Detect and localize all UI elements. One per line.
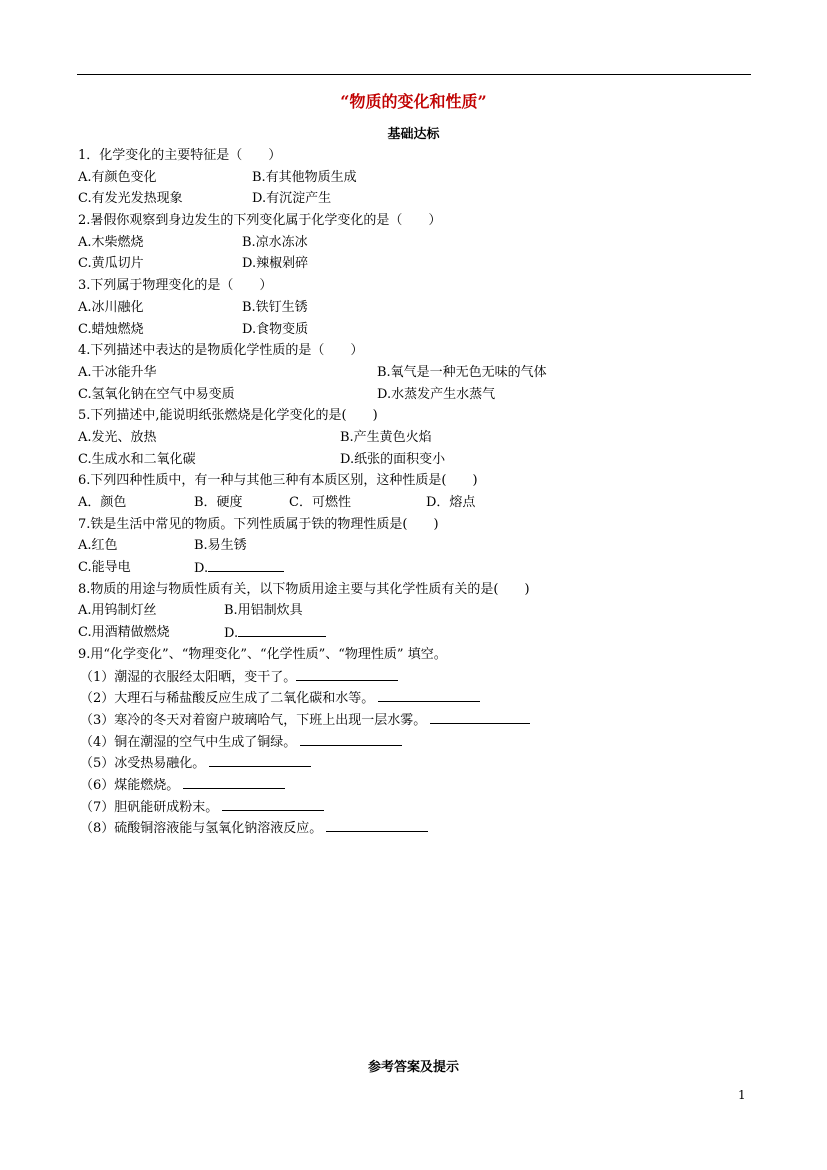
question-stem: 1．化学变化的主要特征是（ ） [78, 148, 282, 163]
option-b: B.产生黄色火焰 [340, 429, 432, 445]
page-number: 1 [738, 1088, 746, 1102]
question-stem: 8.物质的用途与物质性质有关，以下物质用途主要与其化学性质有关的是( ) [78, 581, 530, 597]
option-row [78, 232, 758, 254]
option-row [78, 449, 758, 471]
option-a: A.有颜色变化 [78, 169, 157, 185]
option-d: D. [194, 561, 209, 577]
option-a: A.干冰能升华 [78, 364, 157, 380]
question-stem: 2.暑假你观察到身边发生的下列变化属于化学变化的是（ ） [78, 213, 442, 229]
option-b: B.铁钉生锈 [242, 299, 308, 315]
fill-item [78, 796, 758, 818]
option-d-row [194, 557, 284, 580]
option-row [78, 188, 758, 210]
option-a: A.用钨制灯丝 [78, 603, 157, 619]
option-d: D.纸张的面积变小 [340, 451, 446, 467]
answer-blank[interactable] [209, 752, 311, 767]
answer-blank[interactable] [208, 557, 284, 572]
option-c: C.黄瓜切片 [78, 256, 144, 272]
answer-blank[interactable] [238, 622, 326, 637]
option-row [78, 297, 758, 319]
fill-item-text: （7）胆矾能研成粉末。 [80, 799, 219, 815]
fill-item-text: （5）冰受热易融化。 [80, 756, 206, 772]
answer-blank[interactable] [183, 774, 285, 789]
fill-item [78, 731, 758, 753]
option-row [78, 384, 758, 406]
option-row [78, 167, 758, 189]
answer-blank[interactable] [222, 796, 324, 811]
option-a: A.冰川融化 [78, 299, 144, 315]
fill-item [78, 752, 758, 774]
page-title: “物质的变化和性质” [340, 92, 487, 111]
option-row [78, 427, 758, 449]
option-a: A.红色 [78, 538, 118, 554]
option-c: C.有发光发热现象 [78, 191, 183, 207]
option-c: C.生成水和二氧化碳 [78, 451, 196, 467]
answer-key-title: 参考答案及提示 [367, 1060, 459, 1075]
option-c: C.用酒精做燃烧 [78, 625, 170, 641]
option-b: B.凉水冻冰 [242, 234, 308, 250]
question-stem: 6.下列四种性质中，有一种与其他三种有本质区别，这种性质是( ) [78, 473, 478, 489]
option-row [78, 492, 758, 514]
option-row [78, 535, 758, 557]
fill-item [78, 817, 758, 839]
section-title: 基础达标 [387, 127, 440, 142]
fill-item [78, 687, 758, 709]
option-c: C.蜡烛燃烧 [78, 321, 144, 337]
option-c: C.能导电 [78, 560, 131, 576]
answer-blank[interactable] [430, 709, 530, 724]
header-rule [77, 74, 751, 75]
option-b: B.氧气是一种无色无味的气体 [377, 364, 547, 380]
fill-item-text: （4）铜在潮湿的空气中生成了铜绿。 [80, 734, 297, 750]
option-a: A.木柴燃烧 [78, 234, 144, 250]
question-stem: 3.下列属于物理变化的是（ ） [78, 278, 273, 294]
option-row [78, 600, 758, 622]
fill-item-text: （1）潮湿的衣服经太阳晒，变干了。 [80, 669, 297, 685]
option-d: D.食物变质 [242, 321, 309, 337]
option-d: D.水蒸发产生水蒸气 [377, 386, 496, 402]
option-row [78, 622, 758, 644]
question-stem: 7.铁是生活中常见的物质。下列性质属于铁的物理性质是( ) [78, 516, 439, 532]
option-row [78, 557, 758, 579]
option-c: C.氢氧化钠在空气中易变质 [78, 386, 235, 402]
option-b: B.有其他物质生成 [252, 169, 357, 185]
answer-blank[interactable] [378, 687, 480, 702]
option-row [78, 319, 758, 341]
option-d-row [224, 622, 326, 645]
answer-blank[interactable] [300, 731, 402, 746]
option-row [78, 362, 758, 384]
option-d: D.辣椒剁碎 [242, 256, 309, 272]
option-b: B．硬度 [194, 495, 243, 510]
fill-item-text: （6）煤能燃烧。 [80, 777, 180, 793]
option-b: B.用铝制炊具 [224, 603, 303, 619]
answer-blank[interactable] [296, 666, 398, 681]
option-c: C．可燃性 [289, 495, 351, 510]
question-stem: 5.下列描述中,能说明纸张燃烧是化学变化的是( ) [78, 408, 378, 424]
option-a: A.发光、放热 [78, 429, 157, 445]
question-list [78, 145, 758, 839]
fill-item-text: （3）寒冷的冬天对着窗户玻璃哈气，下班上出现一层水雾。 [80, 712, 427, 728]
option-d: D．熔点 [426, 495, 476, 510]
fill-item [78, 709, 758, 731]
fill-item-text: （2）大理石与稀盐酸反应生成了二氧化碳和水等。 [80, 691, 375, 707]
fill-item [78, 774, 758, 796]
option-b: B.易生锈 [194, 538, 247, 554]
answer-blank[interactable] [326, 817, 428, 832]
option-d: D. [224, 626, 239, 642]
fill-item-text: （8）硫酸铜溶液能与氢氧化钠溶液反应。 [80, 821, 323, 837]
question-stem: 4.下列描述中表达的是物质化学性质的是（ ） [78, 343, 364, 359]
question-stem: 9.用“化学变化”、“物理变化”、“化学性质”、“物理性质” 填空。 [78, 646, 447, 662]
option-d: D.有沉淀产生 [252, 191, 332, 207]
option-row [78, 253, 758, 275]
option-a: A．颜色 [78, 495, 127, 510]
fill-item [78, 666, 758, 688]
